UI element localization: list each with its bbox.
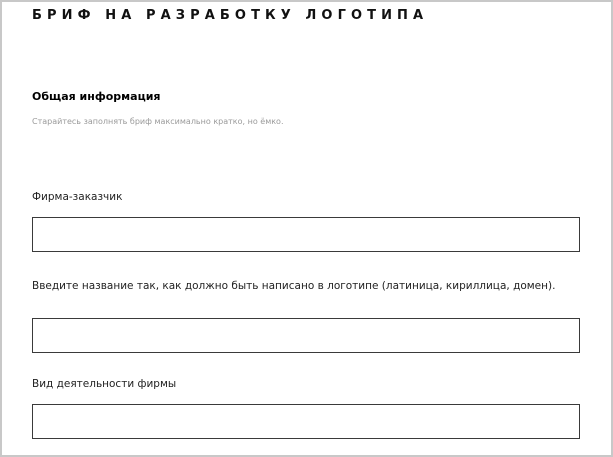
section-subtitle: Старайтесь заполнять бриф максимально кратко, но ёмко. <box>32 117 284 126</box>
business-activity-input[interactable] <box>32 404 580 439</box>
logo-name-input[interactable] <box>32 318 580 353</box>
section-title: Общая информация <box>32 90 161 103</box>
page-title: БРИФ НА РАЗРАБОТКУ ЛОГОТИПА <box>32 8 429 23</box>
field-label-logo-name: Введите название так, как должно быть написано в логотипе (латиница, кириллица, домен). <box>32 280 556 292</box>
client-company-input[interactable] <box>32 217 580 252</box>
field-label-client-company: Фирма-заказчик <box>32 191 123 203</box>
field-label-business-activity: Вид деятельности фирмы <box>32 378 177 390</box>
